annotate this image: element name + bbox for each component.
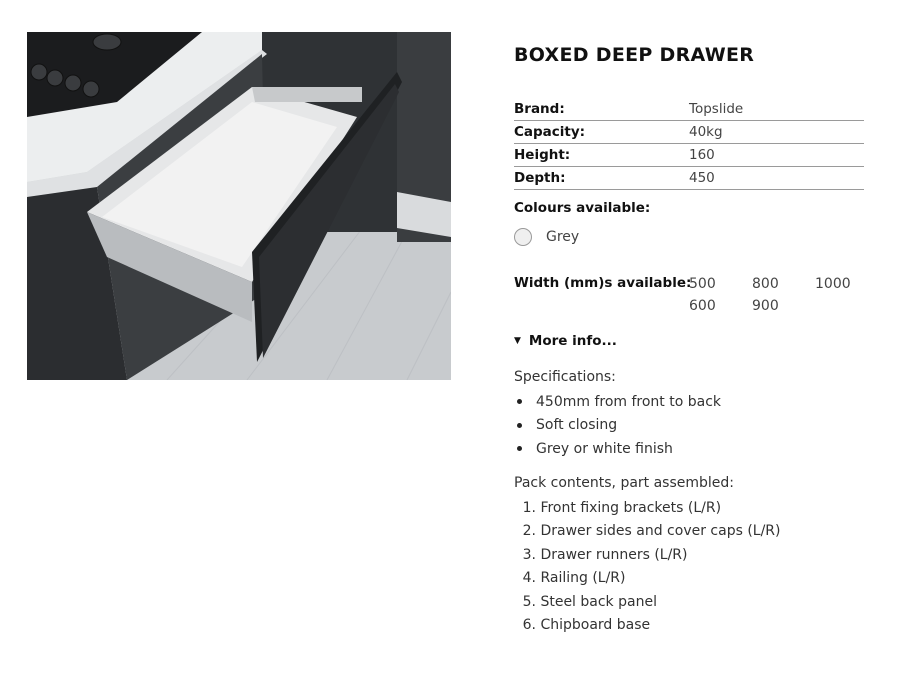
pack-contents-heading: Pack contents, part assembled: [514,475,735,491]
widths-label: Width (mm)s available: [514,275,692,291]
spec-value: 160 [689,147,715,163]
spec-label: Capacity: [514,124,586,140]
list-number: 3. [522,546,536,563]
width-option: 900 [752,298,779,314]
list-item-text: Steel back panel [540,593,657,610]
bullet-icon [517,446,522,451]
bullet-icon [517,423,522,428]
caret-down-icon: ▼ [514,336,521,346]
colour-name: Grey [546,229,580,245]
list-item [514,496,781,520]
spec-value: Topslide [689,101,744,117]
list-item [514,437,721,461]
list-number: 1. [522,499,536,516]
spec-label: Depth: [514,170,566,186]
more-info-toggle[interactable] [514,333,617,349]
list-item [514,543,781,567]
list-item [514,414,721,438]
spec-row-depth [514,167,864,190]
more-info-label: More info... [528,333,617,349]
list-number: 4. [522,570,536,587]
width-option: 800 [752,276,779,292]
width-option: 500 [689,276,716,292]
list-item-text: Drawer sides and cover caps (L/R) [540,523,781,540]
width-option: 600 [689,298,716,314]
list-number: 2. [522,523,536,540]
specifications-list [514,390,721,461]
colour-option-grey[interactable] [514,228,579,246]
list-item-text: Front fixing brackets (L/R) [540,499,722,516]
list-number: 6. [522,617,536,634]
list-item-text: Soft closing [536,417,618,434]
width-option: 1000 [815,276,851,292]
width-options [689,276,889,314]
spec-row-capacity [514,121,864,144]
product-title: BOXED DEEP DRAWER [514,44,755,66]
list-item-text: 450mm from front to back [536,393,722,410]
spec-value: 450 [689,170,715,186]
list-item-text: Grey or white finish [536,440,673,457]
colour-swatch[interactable] [514,228,532,246]
spec-label: Brand: [514,101,565,117]
product-photo [27,32,451,380]
list-number: 5. [522,593,536,610]
list-item [514,390,721,414]
spec-row-height [514,144,864,167]
list-item-text: Chipboard base [540,617,651,634]
spec-table [514,98,864,190]
pack-contents-list [514,496,781,637]
colours-label: Colours available: [514,200,651,216]
list-item [514,614,781,638]
bullet-icon [517,399,522,404]
specifications-heading: Specifications: [514,369,616,385]
list-item [514,567,781,591]
list-item-text: Railing (L/R) [540,570,626,587]
list-item [514,590,781,614]
spec-value: 40kg [689,124,723,140]
list-item-text: Drawer runners (L/R) [540,546,688,563]
spec-row-brand [514,98,864,121]
spec-label: Height: [514,147,571,163]
list-item [514,520,781,544]
